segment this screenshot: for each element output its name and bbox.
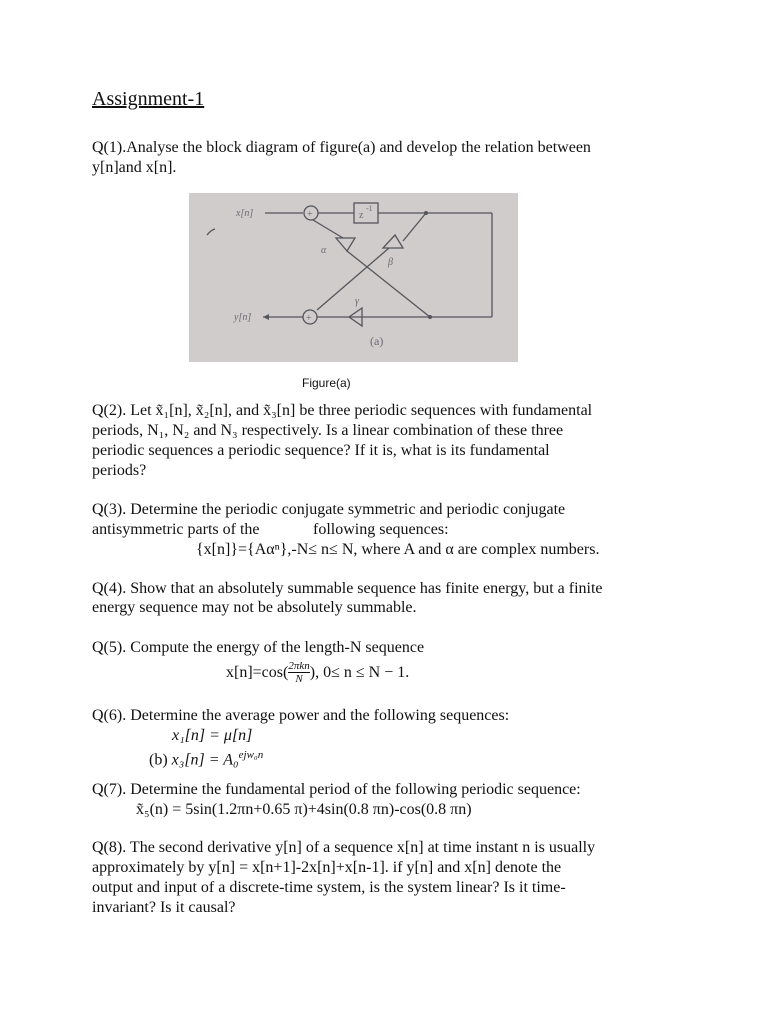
- label-alpha: α: [321, 245, 327, 256]
- q7-line1: Q(7). Determine the fundamental period of the following periodic sequence:: [92, 781, 581, 798]
- q2-line4: periods?: [92, 462, 147, 479]
- label-beta: β: [388, 257, 393, 268]
- q8-line1: Q(8). The second derivative y[n] of a sequence x[n] at time instant n is usually: [92, 839, 596, 856]
- q5-eq-right: ), 0≤ n ≤ N − 1.: [309, 664, 410, 682]
- q2-line1: Q(2). Let x̃₁[n], x̃₂[n], and x̃₃[n] be three periodic sequences with fundamental: [92, 402, 593, 419]
- delay-exp: -1: [366, 204, 373, 213]
- figure-caption: Figure(a): [302, 376, 351, 390]
- q5-equation: [226, 661, 409, 686]
- block-diagram-svg: [189, 193, 518, 362]
- q6-line3: [149, 745, 263, 770]
- top-adder-plus: +: [307, 209, 313, 220]
- delay-z: z: [359, 210, 364, 221]
- bottom-adder-plus: +: [306, 313, 312, 324]
- q4-line1: Q(4). Show that an absolutely summable sequence has finite energy, but a finite: [92, 580, 603, 597]
- q3-line2a: antisymmetric parts of the: [92, 521, 260, 538]
- q5-frac-den: N: [295, 673, 303, 685]
- q4-line2: energy sequence may not be absolutely summable.: [92, 599, 417, 616]
- q6-line3-expr: x₃[n] = A₀: [171, 751, 239, 769]
- block-diagram-figure: [189, 193, 518, 362]
- q5-line1: Q(5). Compute the energy of the length-N sequence: [92, 639, 425, 656]
- q3-line2b: following sequences:: [313, 521, 449, 538]
- q6-line3-sup: ejw₀n: [238, 749, 264, 761]
- cross-line-2: [317, 248, 389, 310]
- q8-line4: invariant? Is it causal?: [92, 899, 236, 916]
- label-x-n: x[n]: [236, 208, 254, 219]
- label-gamma: γ: [355, 296, 359, 307]
- q5-eq-left: x[n]=cos(: [226, 664, 289, 682]
- alpha-to-adder: [313, 220, 343, 238]
- beta-multiplier: [383, 235, 403, 248]
- figure-sub-label: (a): [370, 334, 384, 348]
- q1-line1: Q(1).Analyse the block diagram of figure(a) and develop the relation between: [92, 139, 591, 156]
- page-title: Assignment-1: [92, 88, 205, 110]
- alpha-multiplier: [336, 238, 355, 251]
- q8-line3: output and input of a discrete-time system, is the system linear? Is it time-: [92, 879, 566, 896]
- output-arrow: [263, 314, 269, 320]
- q5-frac-num: 2πkn: [288, 660, 310, 672]
- q6-line3-prefix: (b): [149, 751, 172, 769]
- pen-mark: [207, 229, 215, 235]
- node-to-beta: [403, 213, 426, 241]
- q6-line2: x₁[n] = μ[n]: [172, 727, 253, 744]
- q3-line1: Q(3). Determine the periodic conjugate symmetric and periodic conjugate: [92, 501, 566, 518]
- q7-line2: x̃₅(n) = 5sin(1.2πn+0.65 π)+4sin(0.8 πn)-cos(0.8 πn): [136, 801, 472, 818]
- q1-line2: y[n]and x[n].: [92, 159, 177, 176]
- q3-line3: {x[n]}={Aαⁿ},-N≤ n≤ N, where A and α are complex numbers.: [196, 541, 600, 558]
- label-y-n: y[n]: [234, 312, 252, 323]
- q2-line3: periodic sequences a periodic sequence? If it is, what is its fundamental: [92, 442, 550, 459]
- q5-fraction: [288, 660, 309, 685]
- q2-line2: periods, N₁, N₂ and N₃ respectively. Is a linear combination of these three: [92, 422, 564, 439]
- q8-line2: approximately by y[n] = x[n+1]-2x[n]+x[n-1]. if y[n] and x[n] denote the: [92, 859, 562, 876]
- q6-line1: Q(6). Determine the average power and the following sequences:: [92, 707, 510, 724]
